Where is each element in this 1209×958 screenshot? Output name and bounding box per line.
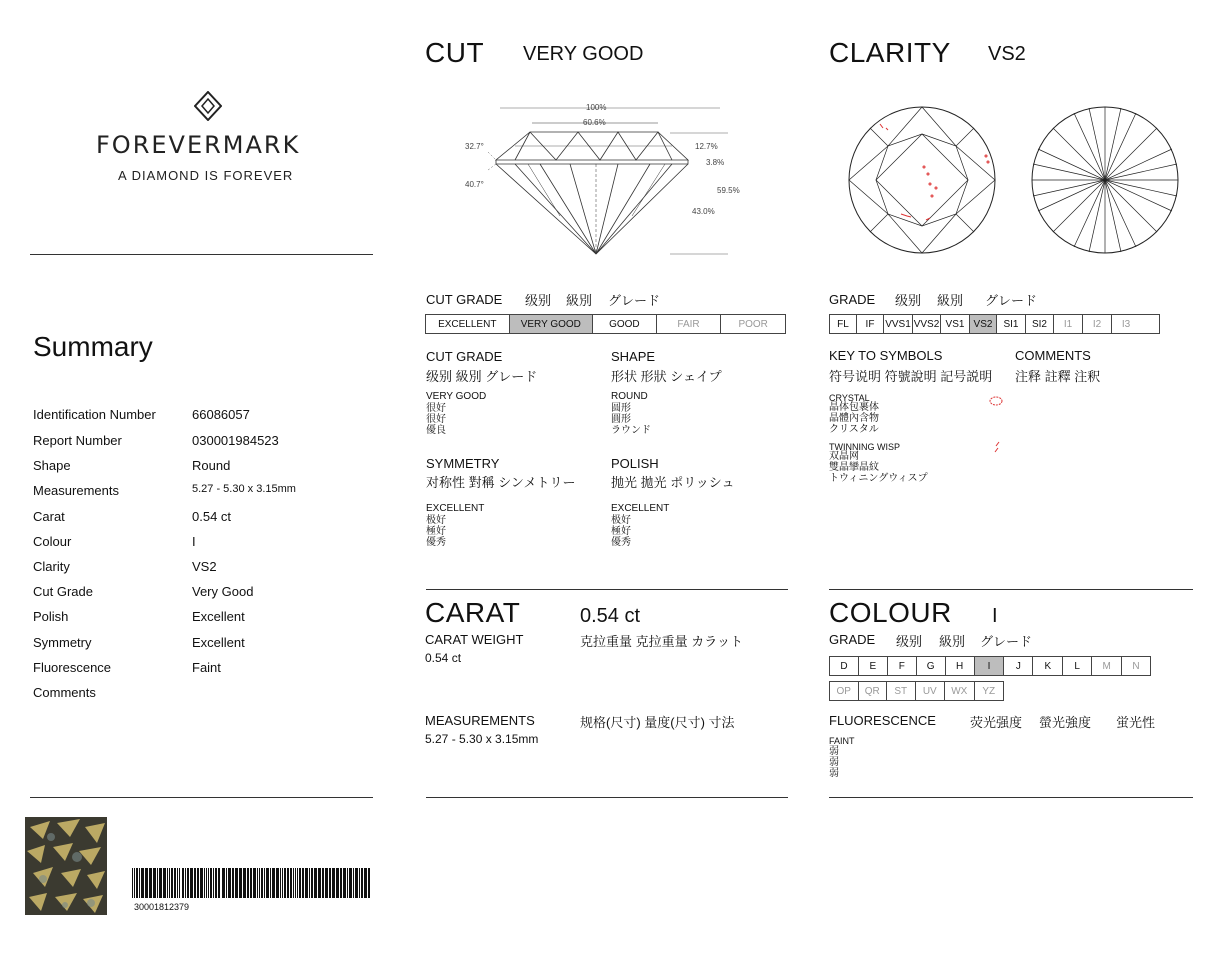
cut-grade-block-jp: 级别 級別 グレード — [426, 369, 538, 384]
cut-grade-jp-1: 级别 — [525, 293, 552, 308]
fluorescence-value-jp-3: 弱 — [829, 768, 839, 779]
cut-grade-value-jp-1: 很好 — [426, 403, 446, 414]
summary-row — [33, 609, 373, 631]
summary-row-label: Comments — [33, 685, 96, 700]
cut-grade-jp-2: 級別 — [566, 293, 593, 308]
symmetry-value-jp-2: 極好 — [426, 526, 446, 537]
symbol-crystal-jp-3: クリスタル — [829, 424, 879, 435]
shape-value-jp-1: 圆形 — [611, 403, 631, 414]
fluorescence-value-jp-1: 弱 — [829, 746, 839, 757]
polish-value-jp-3: 優秀 — [611, 537, 631, 548]
twinning-wisp-symbol-icon — [990, 440, 1004, 456]
barcode-bar — [167, 868, 168, 898]
cut-grade-jp-3: グレード — [608, 293, 661, 308]
barcode-bar — [190, 868, 193, 898]
barcode-bar — [322, 868, 324, 898]
barcode-bar — [309, 868, 310, 898]
barcode-bar — [169, 868, 170, 898]
barcode-bar — [208, 868, 209, 898]
barcode-bar — [284, 868, 286, 898]
barcode-bar — [293, 868, 294, 898]
cut-title: CUT — [425, 37, 485, 68]
carat-weight-value: 0.54 ct — [425, 651, 462, 665]
barcode-bar — [134, 868, 135, 898]
barcode-bar — [311, 868, 313, 898]
measurements-jp: 规格(尺寸) 量度(尺寸) 寸法 — [580, 715, 735, 730]
colour-grade-scale-extended — [829, 681, 1004, 701]
summary-row — [33, 407, 373, 429]
barcode-bar — [222, 868, 225, 898]
fluorescence-jp-2: 螢光強度 — [1039, 715, 1092, 730]
symbol-twinning-name: TWINNING WISP — [829, 442, 900, 452]
barcode-bar — [276, 868, 279, 898]
barcode-bar — [299, 868, 301, 898]
crystal-symbol-icon — [986, 394, 1006, 408]
polish-value: EXCELLENT — [611, 503, 670, 514]
grade-cell: VS2 — [970, 315, 997, 333]
grade-cell: EXCELLENT — [426, 315, 510, 333]
key-to-symbols-label: KEY TO SYMBOLS — [829, 348, 943, 363]
barcode-bar — [218, 868, 220, 898]
barcode-bar — [182, 868, 184, 898]
summary-row-label: Colour — [33, 534, 72, 549]
barcode-bar — [332, 868, 335, 898]
barcode-bar — [145, 868, 148, 898]
grade-cell: K — [1033, 657, 1063, 675]
barcode-bar — [355, 868, 358, 898]
grade-cell: F — [888, 657, 917, 675]
summary-row — [33, 685, 373, 707]
cut-grade-label: CUT GRADE — [426, 292, 503, 307]
symbol-twinning-jp-1: 双晶网 — [829, 451, 859, 462]
shape-value-jp-3: ラウンド — [611, 425, 651, 436]
grade-cell: ST — [887, 682, 916, 700]
brand-tagline: A DIAMOND IS FOREVER — [118, 168, 294, 183]
shape-value: ROUND — [611, 391, 648, 402]
summary-row-label: Shape — [33, 458, 71, 473]
clarity-grade-jp-2: 級別 — [937, 293, 964, 308]
summary-row-label: Carat — [33, 509, 65, 524]
divider — [829, 797, 1193, 798]
barcode-bar — [347, 868, 348, 898]
grade-cell: SI1 — [997, 315, 1026, 333]
clarity-title: CLARITY — [829, 37, 951, 68]
cut-grade-block-label: CUT GRADE — [426, 349, 503, 364]
barcode-bar — [318, 868, 321, 898]
symbol-twinning-jp-3: トウィニングウィスプ — [829, 473, 928, 484]
barcode-bar — [163, 868, 166, 898]
barcode-bar — [206, 868, 207, 898]
diagram-total-depth: 59.5% — [717, 186, 740, 195]
barcode-number: 30001812379 — [134, 902, 190, 912]
barcode-bar — [215, 868, 217, 898]
barcode-bar — [314, 868, 317, 898]
grade-cell: FAIR — [657, 315, 722, 333]
grade-cell: IF — [857, 315, 884, 333]
grade-cell: POOR — [738, 318, 768, 330]
summary-row — [33, 458, 373, 480]
grade-cell: VERY GOOD — [510, 315, 594, 333]
barcode-bar — [141, 868, 144, 898]
barcode-bar — [272, 868, 275, 898]
barcode-bar — [264, 868, 265, 898]
grade-cell: I2 — [1083, 315, 1112, 333]
barcode-bar — [243, 868, 246, 898]
barcode-bar — [343, 868, 346, 898]
divider — [829, 589, 1193, 590]
grade-cell: VVS1 — [884, 315, 913, 333]
summary-row-value: 030001984523 — [192, 433, 279, 448]
barcode-bar — [280, 868, 281, 898]
summary-row-value: Round — [192, 458, 231, 473]
barcode-bar — [139, 868, 140, 898]
barcode-bar — [177, 868, 178, 898]
barcode-bar — [232, 868, 234, 898]
measurements-label: MEASUREMENTS — [425, 713, 535, 728]
summary-row — [33, 559, 373, 581]
grade-cell: J — [1004, 657, 1033, 675]
symmetry-value: EXCELLENT — [426, 503, 485, 514]
barcode-bar — [325, 868, 328, 898]
grade-cell: VVS2 — [913, 315, 941, 333]
summary-title: Summary — [33, 331, 153, 362]
barcode-bar — [171, 868, 173, 898]
hologram-seal-image — [25, 817, 107, 915]
grade-cell: FL — [830, 315, 857, 333]
summary-row-label: Report Number — [33, 433, 122, 448]
barcode-bar — [266, 868, 269, 898]
summary-row — [33, 660, 373, 682]
summary-row-value: 66086057 — [192, 407, 250, 422]
shape-label: SHAPE — [611, 349, 656, 364]
barcode-bar — [149, 868, 152, 898]
symbol-crystal-jp-2: 晶體內含物 — [829, 413, 879, 424]
barcode-bar — [297, 868, 298, 898]
grade-cell: I1 — [1054, 315, 1083, 333]
measurements-value: 5.27 - 5.30 x 3.15mm — [425, 732, 539, 746]
diamond-icon — [194, 91, 222, 121]
summary-row-value: Excellent — [192, 609, 245, 624]
colour-grade-jp-1: 级别 — [896, 634, 923, 649]
divider — [426, 589, 788, 590]
barcode-bar — [253, 868, 256, 898]
cut-value: VERY GOOD — [523, 43, 644, 65]
summary-row — [33, 483, 373, 505]
divider — [30, 797, 373, 798]
summary-row-label: Identification Number — [33, 407, 156, 422]
grade-cell: UV — [916, 682, 945, 700]
grade-cell: OP — [830, 682, 859, 700]
barcode-bar — [261, 868, 263, 898]
fluorescence-jp-3: 蛍光性 — [1116, 715, 1156, 730]
summary-row — [33, 509, 373, 531]
clarity-plot-crown — [846, 104, 1000, 256]
symmetry-label: SYMMETRY — [426, 456, 500, 471]
grade-cell: H — [946, 657, 975, 675]
barcode-bar — [194, 868, 196, 898]
barcode-image — [132, 868, 372, 900]
cut-grade-value: VERY GOOD — [426, 391, 487, 402]
barcode-bar — [305, 868, 308, 898]
barcode-bar — [213, 868, 214, 898]
divider — [30, 254, 373, 255]
barcode-bar — [226, 868, 227, 898]
barcode-bar — [247, 868, 249, 898]
barcode-bar — [364, 868, 367, 898]
colour-grade-label: GRADE — [829, 632, 876, 647]
carat-value: 0.54 ct — [580, 605, 641, 627]
summary-row-label: Symmetry — [33, 635, 92, 650]
symmetry-jp: 对称性 對稱 シンメトリー — [426, 475, 576, 490]
fluorescence-value-jp-2: 弱 — [829, 757, 839, 768]
brand-name: FOREVERMARK — [96, 131, 301, 159]
clarity-grade-label: GRADE — [829, 292, 876, 307]
summary-row-label: Clarity — [33, 559, 70, 574]
shape-jp: 形状 形狀 シェイプ — [611, 369, 722, 384]
fluorescence-jp-1: 荧光强度 — [970, 715, 1023, 730]
barcode-bar — [235, 868, 238, 898]
colour-title: COLOUR — [829, 597, 952, 628]
divider — [426, 797, 788, 798]
fluorescence-value: FAINT — [829, 736, 855, 746]
grade-cell: G — [917, 657, 946, 675]
summary-row-value: 5.27 - 5.30 x 3.15mm — [192, 483, 296, 495]
barcode-bar — [349, 868, 352, 898]
clarity-grade-jp-1: 级别 — [895, 293, 922, 308]
grade-cell: N — [1132, 660, 1140, 672]
diagram-crown-angle: 32.7° — [465, 142, 484, 151]
polish-jp: 抛光 拋光 ポリッシュ — [611, 475, 735, 490]
barcode-bar — [336, 868, 339, 898]
barcode-bar — [353, 868, 354, 898]
diagram-girdle: 3.8% — [706, 158, 725, 167]
symbol-crystal-name: CRYSTAL — [829, 393, 870, 403]
carat-weight-jp: 克拉重量 克拉重量 カラット — [580, 634, 743, 649]
barcode-bar — [302, 868, 304, 898]
colour-grade-jp-3: グレード — [980, 634, 1033, 649]
barcode-bar — [259, 868, 260, 898]
barcode-bar — [257, 868, 258, 898]
barcode-bar — [270, 868, 271, 898]
barcode-bar — [239, 868, 242, 898]
barcode-bar — [200, 868, 203, 898]
cut-grade-scale — [425, 314, 786, 334]
barcode-bar — [179, 868, 180, 898]
barcode-bar — [197, 868, 199, 898]
grade-cell: L — [1063, 657, 1092, 675]
barcode-bar — [185, 868, 186, 898]
symmetry-value-jp-3: 優秀 — [426, 537, 446, 548]
diagram-pavilion-angle: 40.7° — [465, 180, 484, 189]
grade-cell: M — [1092, 657, 1122, 675]
symmetry-value-jp-1: 极好 — [426, 515, 446, 526]
summary-row-label: Polish — [33, 609, 69, 624]
diagram-pavilion-depth: 43.0% — [692, 207, 715, 216]
summary-row-value: VS2 — [192, 559, 217, 574]
summary-row-label: Cut Grade — [33, 584, 93, 599]
barcode-bar — [282, 868, 283, 898]
barcode-bar — [329, 868, 331, 898]
grade-cell: YZ — [982, 685, 996, 697]
summary-row — [33, 635, 373, 657]
polish-value-jp-1: 极好 — [611, 515, 631, 526]
barcode-bar — [159, 868, 162, 898]
barcode-bar — [210, 868, 212, 898]
key-to-symbols-jp: 符号说明 符號說明 記号説明 — [829, 369, 993, 384]
summary-row-label: Measurements — [33, 483, 119, 498]
colour-grade-jp-2: 級別 — [939, 634, 966, 649]
barcode-bar — [361, 868, 363, 898]
summary-row — [33, 584, 373, 606]
diagram-crown-height: 12.7% — [695, 142, 718, 151]
shape-value-jp-2: 圓形 — [611, 414, 631, 425]
summary-row-value: Excellent — [192, 635, 245, 650]
carat-title: CARAT — [425, 597, 521, 628]
grade-cell: GOOD — [593, 315, 657, 333]
barcode-bar — [136, 868, 138, 898]
barcode-bar — [295, 868, 296, 898]
grade-cell: D — [830, 657, 859, 675]
diamond-profile-diagram — [460, 98, 760, 258]
symbol-twinning-jp-2: 雙晶攣晶紋 — [829, 462, 879, 473]
polish-label: POLISH — [611, 456, 659, 471]
grade-cell: I3 — [1121, 318, 1131, 330]
summary-row-value: I — [192, 534, 196, 549]
diagram-crown-width: 60.6% — [583, 118, 606, 127]
summary-row — [33, 433, 373, 455]
grade-cell: SI2 — [1026, 315, 1054, 333]
colour-grade-scale — [829, 656, 1151, 676]
barcode-bar — [290, 868, 292, 898]
summary-row-value: Faint — [192, 660, 221, 675]
clarity-grade-jp-3: グレード — [985, 293, 1038, 308]
summary-row-label: Fluorescence — [33, 660, 112, 675]
barcode-bar — [228, 868, 231, 898]
comments-jp: 注释 註釋 注釈 — [1015, 369, 1101, 384]
grade-cell: I — [975, 657, 1005, 675]
barcode-bar — [340, 868, 342, 898]
barcode-bar — [132, 868, 133, 898]
barcode-bar — [368, 868, 370, 898]
clarity-plot-pavilion — [1029, 104, 1183, 256]
summary-row — [33, 534, 373, 556]
barcode-bar — [250, 868, 252, 898]
barcode-bar — [157, 868, 158, 898]
diagram-table-pct: 100% — [586, 103, 607, 112]
colour-value: I — [992, 605, 998, 627]
barcode-bar — [153, 868, 156, 898]
grade-cell: E — [859, 657, 888, 675]
carat-weight-label: CARAT WEIGHT — [425, 632, 524, 647]
summary-row-value: Very Good — [192, 584, 254, 599]
comments-label: COMMENTS — [1015, 348, 1091, 363]
cut-grade-value-jp-2: 很好 — [426, 414, 446, 425]
fluorescence-label: FLUORESCENCE — [829, 713, 936, 728]
polish-value-jp-2: 極好 — [611, 526, 631, 537]
barcode-bar — [174, 868, 176, 898]
barcode-bar — [359, 868, 360, 898]
barcode-bar — [187, 868, 189, 898]
barcode-bar — [287, 868, 289, 898]
cut-grade-value-jp-3: 優良 — [426, 425, 446, 436]
clarity-grade-scale — [829, 314, 1160, 334]
grade-cell: WX — [945, 682, 974, 700]
barcode-bar — [204, 868, 205, 898]
grade-cell: VS1 — [941, 315, 970, 333]
summary-row-value: 0.54 ct — [192, 509, 232, 524]
grade-cell: QR — [859, 682, 888, 700]
symbol-crystal-jp-1: 晶体包裹体 — [829, 402, 879, 413]
clarity-value: VS2 — [988, 43, 1026, 65]
